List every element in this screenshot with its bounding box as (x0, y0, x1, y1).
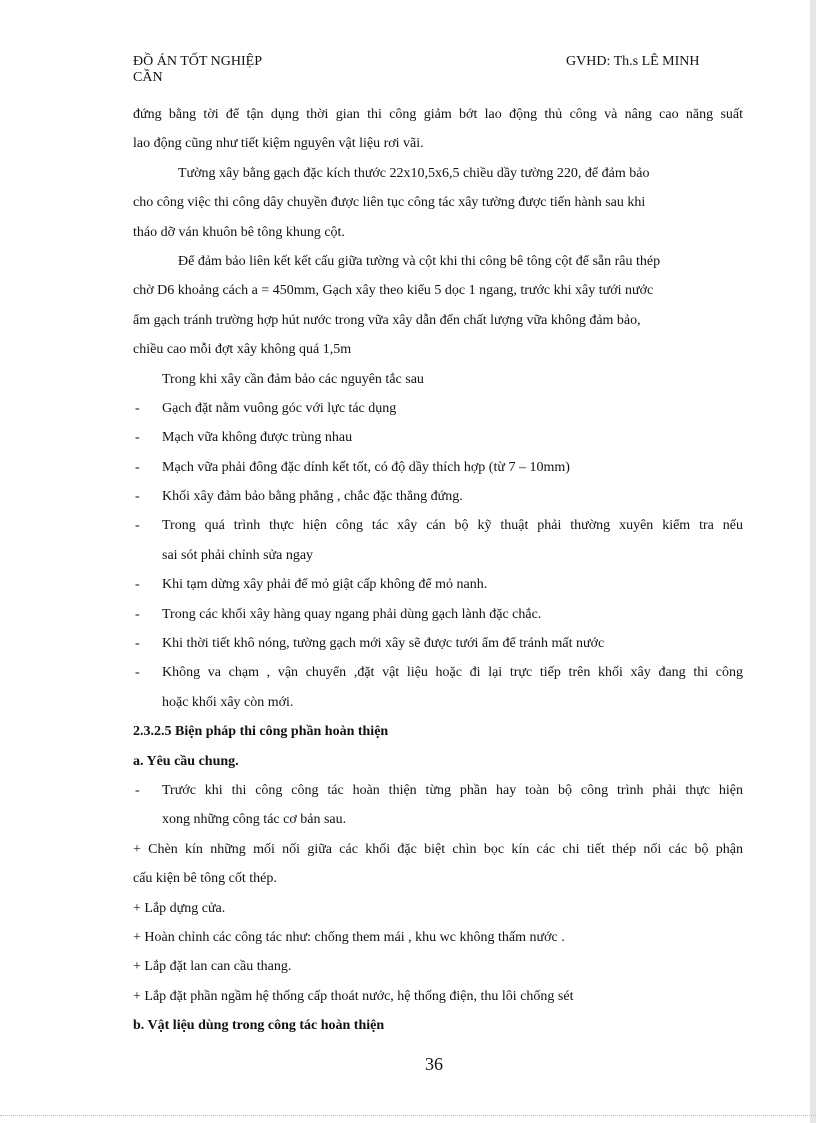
list-item (133, 570, 743, 599)
list-item-text: Mạch vữa không được trùng nhau (162, 430, 353, 446)
paragraph (133, 159, 743, 247)
list-item-text: Khối xây đảm bảo bằng phẳng , chắc đặc thẳng đứng. (162, 489, 463, 505)
text-line: Tường xây bằng gạch đặc kích thước 22x10,5x6,5 chiều dầy tường 220, để đảm bảo (178, 165, 650, 181)
text-line: chờ D6 khoảng cách a = 450mm, Gạch xây theo kiểu 5 dọc 1 ngang, trước khi xây tưới nước (133, 283, 654, 299)
text-line: ẩm gạch tránh trường hợp hút nước trong vữa xây dẫn đến chất lượng vữa không đảm bảo, (133, 312, 641, 328)
plus-item: + Lắp đặt phần ngầm hệ thống cấp thoát nước, hệ thống điện, thu lôi chống sét (133, 988, 574, 1004)
text-line: đứng bằng tời để tận dụng thời gian thi công giảm bớt lao động thủ công và nâng cao năng suất (133, 107, 743, 122)
plus-item: + Lắp dựng cửa. (133, 900, 226, 916)
list-item (133, 423, 743, 452)
text-line: cho công việc thi công dây chuyền được liên tục công tác xây tường được tiến hành sau khi (133, 195, 646, 211)
list-item-text: Khi thời tiết khô nóng, tường gạch mới xây sẽ được tưới ẩm để tránh mất nước (162, 636, 605, 652)
list-item (133, 482, 743, 511)
plus-item: + Hoàn chỉnh các công tác như: chống them mái , khu wc không thấm nước . (133, 929, 565, 945)
page-bottom-rule (0, 1115, 816, 1116)
text-line: tháo dỡ ván khuôn bê tông khung cột. (133, 224, 345, 240)
list-item-text: Gạch đặt nằm vuông góc với lực tác dụng (162, 400, 397, 416)
dash-marker: - (135, 518, 140, 534)
dash-marker: - (135, 665, 140, 681)
list-item (133, 453, 743, 482)
list-item-continuation: sai sót phải chỉnh sửa ngay (162, 547, 314, 563)
dash-marker: - (135, 782, 140, 798)
paragraph (133, 100, 743, 159)
list-item-text: Không va chạm , vận chuyển ,đặt vật liệu hoặc đi lại trực tiếp trên khối xây đang thi công (162, 665, 743, 681)
dash-marker: - (135, 400, 140, 416)
dash-marker: - (135, 489, 140, 505)
text-line: chiều cao mỗi đợt xây không quá 1,5m (133, 342, 352, 358)
page-edge-shadow (810, 0, 816, 1123)
plus-item-continuation: cấu kiện bê tông cốt thép. (133, 871, 277, 887)
principles-list (133, 394, 743, 717)
section-heading: 2.3.2.5 Biện pháp thi công phần hoàn thiện (133, 724, 389, 740)
dash-marker: - (135, 577, 140, 593)
list-item-continuation: hoặc khối xây còn mới. (162, 694, 294, 710)
plus-item: + Chèn kín những mối nối giữa các khối đặc biệt chìn bọc kín các chi tiết thép nối các bộ phận (133, 841, 743, 857)
dash-marker: - (135, 636, 140, 652)
principles-intro: Trong khi xây cần đảm bảo các nguyên tắc sau (162, 371, 424, 387)
list-item (133, 394, 743, 423)
list-item (133, 776, 743, 805)
list-item-text: Trong quá trình thực hiện công tác xây cán bộ kỹ thuật phải thường xuyên kiểm tra nếu (162, 518, 743, 534)
text-line: lao động cũng như tiết kiệm nguyên vật liệu rơi vãi. (133, 136, 424, 152)
header-project-title: ĐỒ ÁN TỐT NGHIỆP (133, 54, 262, 69)
subheading-finishing-materials: b. Vật liệu dùng trong công tác hoàn thiện (133, 1018, 385, 1034)
list-item (133, 511, 743, 540)
header-supervisor: GVHD: Th.s LÊ MINH (566, 54, 700, 69)
document-body (133, 100, 743, 1041)
list-item-text: Mạch vữa phải đông đặc dính kết tốt, có độ dầy thích hợp (từ 7 – 10mm) (162, 459, 570, 475)
plus-list (133, 835, 743, 1011)
list-item-text: Khi tạm dừng xây phải để mỏ giật cấp không để mỏ nanh. (162, 577, 488, 593)
dash-marker: - (135, 606, 140, 622)
header-left (133, 54, 373, 86)
page-number: 36 (425, 1054, 443, 1074)
list-item-text: Trước khi thi công công tác hoàn thiện từng phần hay toàn bộ công trình phải thực hiện (162, 782, 743, 798)
list-item-continuation: xong những công tác cơ bản sau. (162, 812, 347, 828)
paragraph (133, 247, 743, 365)
plus-item: + Lắp đặt lan can cầu thang. (133, 959, 292, 975)
list-item (133, 600, 743, 629)
list-item-text: Trong các khối xây hàng quay ngang phải dùng gạch lành đặc chắc. (162, 606, 542, 622)
subheading-general-requirements: a. Yêu cầu chung. (133, 753, 239, 769)
text-line: Để đảm bảo liên kết kết cấu giữa tường và cột khi thi công bê tông cột để sẵn râu thép (178, 253, 661, 269)
dash-marker: - (135, 459, 140, 475)
header-project-title-cont: CẦN (133, 70, 163, 85)
list-item (133, 629, 743, 658)
dash-marker: - (135, 430, 140, 446)
list-item (133, 658, 743, 687)
